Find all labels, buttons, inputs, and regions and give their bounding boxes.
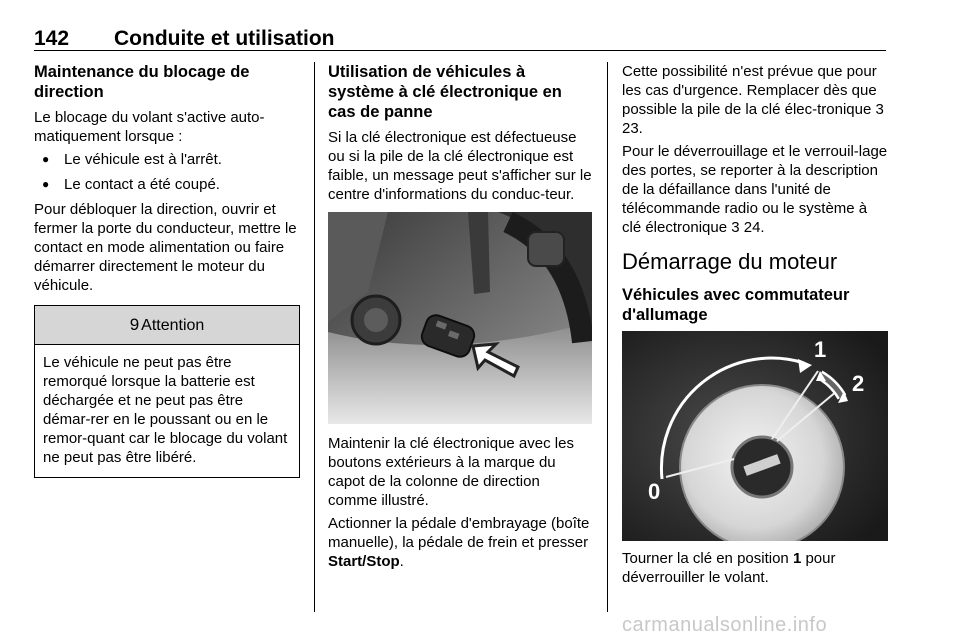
column-divider-2 — [607, 62, 608, 612]
press-start-paragraph — [328, 514, 592, 571]
position-label-2: 2 — [852, 371, 865, 396]
page-reference-24[interactable]: 3 24. — [731, 219, 765, 236]
column-divider-1 — [314, 62, 315, 612]
list-item: ● Le contact a été coupé. — [34, 175, 300, 194]
position-1-label: 1 — [792, 550, 802, 567]
start-stop-label: Start/Stop — [328, 553, 400, 570]
column-2 — [328, 62, 592, 575]
electronic-key-fault-heading: Utilisation de véhicules à système à clé électronique en cas de panne — [328, 63, 562, 121]
turn-key-text: Tourner la clé en position — [622, 550, 793, 567]
emergency-text: Cette possibilité n'est prévue que pour les cas d'urgence. Remplacer dès que possible la pile de la clé élec-tronique — [622, 63, 877, 118]
warning-box — [34, 305, 300, 478]
list-item: ● Le véhicule est à l'arrêt. — [34, 150, 300, 169]
ignition-switch-diagram — [622, 331, 888, 541]
steering-lock-intro: Le blocage du volant s'active auto-matiquement lorsque : — [34, 109, 265, 145]
column-3 — [622, 62, 888, 591]
turn-key-paragraph — [622, 549, 888, 587]
hold-key-paragraph: Maintenir la clé électronique avec les boutons extérieurs à la marque du capot de la colonne de direction comme illustré. — [328, 435, 574, 509]
electronic-key-fault-paragraph: Si la clé électronique est défectueuse ou si la pile de la clé électronique est faible, un message peut s'afficher sur le centre d'informations du conduc-teur. — [328, 129, 592, 203]
engine-start-title: Démarrage du moteur — [622, 249, 838, 274]
turn-key-tail: pour déverrouiller le volant. — [622, 550, 836, 586]
header-divider — [34, 50, 886, 51]
position-label-1: 1 — [814, 337, 827, 362]
page-reference-23[interactable]: 3 23. — [622, 101, 884, 137]
press-start-period: . — [399, 553, 404, 570]
emergency-paragraph — [622, 62, 888, 138]
door-lock-paragraph — [622, 142, 888, 237]
steering-unlock-paragraph: Pour débloquer la direction, ouvrir et fermer la porte du conducteur, mettre le contact en mode alimentation ou faire démarrer directement le moteur du véhicule. — [34, 201, 297, 294]
warning-header — [35, 306, 299, 345]
position-label-0: 0 — [648, 479, 661, 504]
door-lock-text: Pour le déverrouillage et le verrouil-lage des portes, se reporter à la description de la défaillance dans l'unité de télécommande radio ou le système à clé électronique — [622, 143, 888, 236]
chapter-title: Conduite et utilisation — [114, 27, 335, 50]
steering-lock-conditions — [34, 150, 300, 194]
warning-triangle-icon: 9 — [129, 315, 140, 334]
press-start-text: Actionner la pédale d'embrayage (boîte manuelle), la pédale de frein et presser — [328, 515, 590, 551]
ignition-switch-heading: Véhicules avec commutateur d'allumage — [622, 286, 850, 324]
column-1 — [34, 62, 300, 478]
warning-text: Le véhicule ne peut pas être remorqué lorsque la batterie est déchargée et ne peut pas être démar-rer en le poussant ou en le remor-quant car le blocage du volant ne peut pas être libéré. — [43, 354, 288, 466]
steering-column-key-photo — [328, 212, 592, 424]
watermark: carmanualsonline.info — [622, 614, 828, 636]
page-number: 142 — [34, 27, 70, 50]
warning-title: Attention — [141, 317, 205, 334]
steering-lock-heading: Maintenance du blocage de direction — [34, 63, 250, 101]
